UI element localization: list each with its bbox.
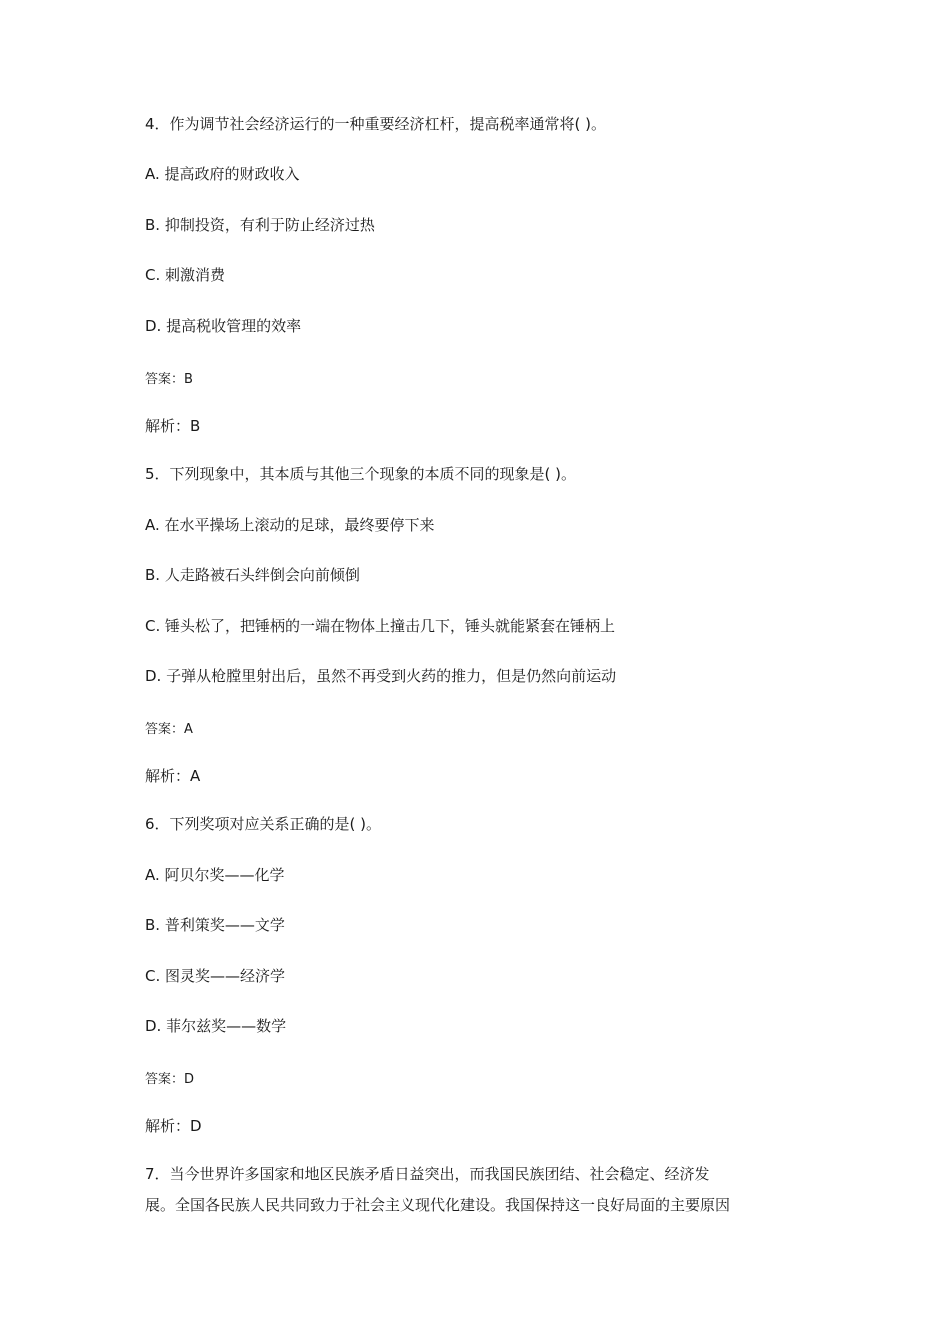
- question-6-analysis: 解析：D: [145, 1117, 202, 1135]
- question-6-stem: 6．下列奖项对应关系正确的是( )。: [145, 815, 382, 833]
- question-6-option-a: A. 阿贝尔奖——化学: [145, 866, 285, 884]
- question-5-answer: 答案：A: [145, 722, 193, 737]
- question-4-option-d: D. 提高税收管理的效率: [145, 317, 302, 335]
- question-5-analysis: 解析：A: [145, 767, 201, 785]
- question-7-stem-line-1: 7．当今世界许多国家和地区民族矛盾日益突出，而我国民族团结、社会稳定、经济发: [145, 1165, 710, 1183]
- question-6-option-d: D. 菲尔兹奖——数学: [145, 1017, 287, 1035]
- question-5-option-c: C. 锤头松了，把锤柄的一端在物体上撞击几下，锤头就能紧套在锤柄上: [145, 617, 616, 635]
- question-6-option-b: B. 普利策奖——文学: [145, 916, 285, 934]
- question-4-stem: 4．作为调节社会经济运行的一种重要经济杠杆，提高税率通常将( )。: [145, 115, 607, 133]
- question-5-option-b: B. 人走路被石头绊倒会向前倾倒: [145, 566, 360, 584]
- question-4-option-b: B. 抑制投资，有利于防止经济过热: [145, 216, 375, 234]
- question-4-analysis: 解析：B: [145, 417, 201, 435]
- question-5-option-a: A. 在水平操场上滚动的足球，最终要停下来: [145, 516, 435, 534]
- question-4-option-a: A. 提高政府的财政收入: [145, 165, 300, 183]
- question-5-stem: 5．下列现象中，其本质与其他三个现象的本质不同的现象是( )。: [145, 465, 577, 483]
- question-6-answer: 答案：D: [145, 1072, 195, 1087]
- question-4-answer: 答案：B: [145, 372, 193, 387]
- question-5-option-d: D. 子弹从枪膛里射出后，虽然不再受到火药的推力，但是仍然向前运动: [145, 667, 617, 685]
- question-6-option-c: C. 图灵奖——经济学: [145, 967, 286, 985]
- question-7-stem-line-2: 展。全国各民族人民共同致力于社会主义现代化建设。我国保持这一良好局面的主要原因: [145, 1196, 731, 1214]
- question-4-option-c: C. 刺激消费: [145, 266, 226, 284]
